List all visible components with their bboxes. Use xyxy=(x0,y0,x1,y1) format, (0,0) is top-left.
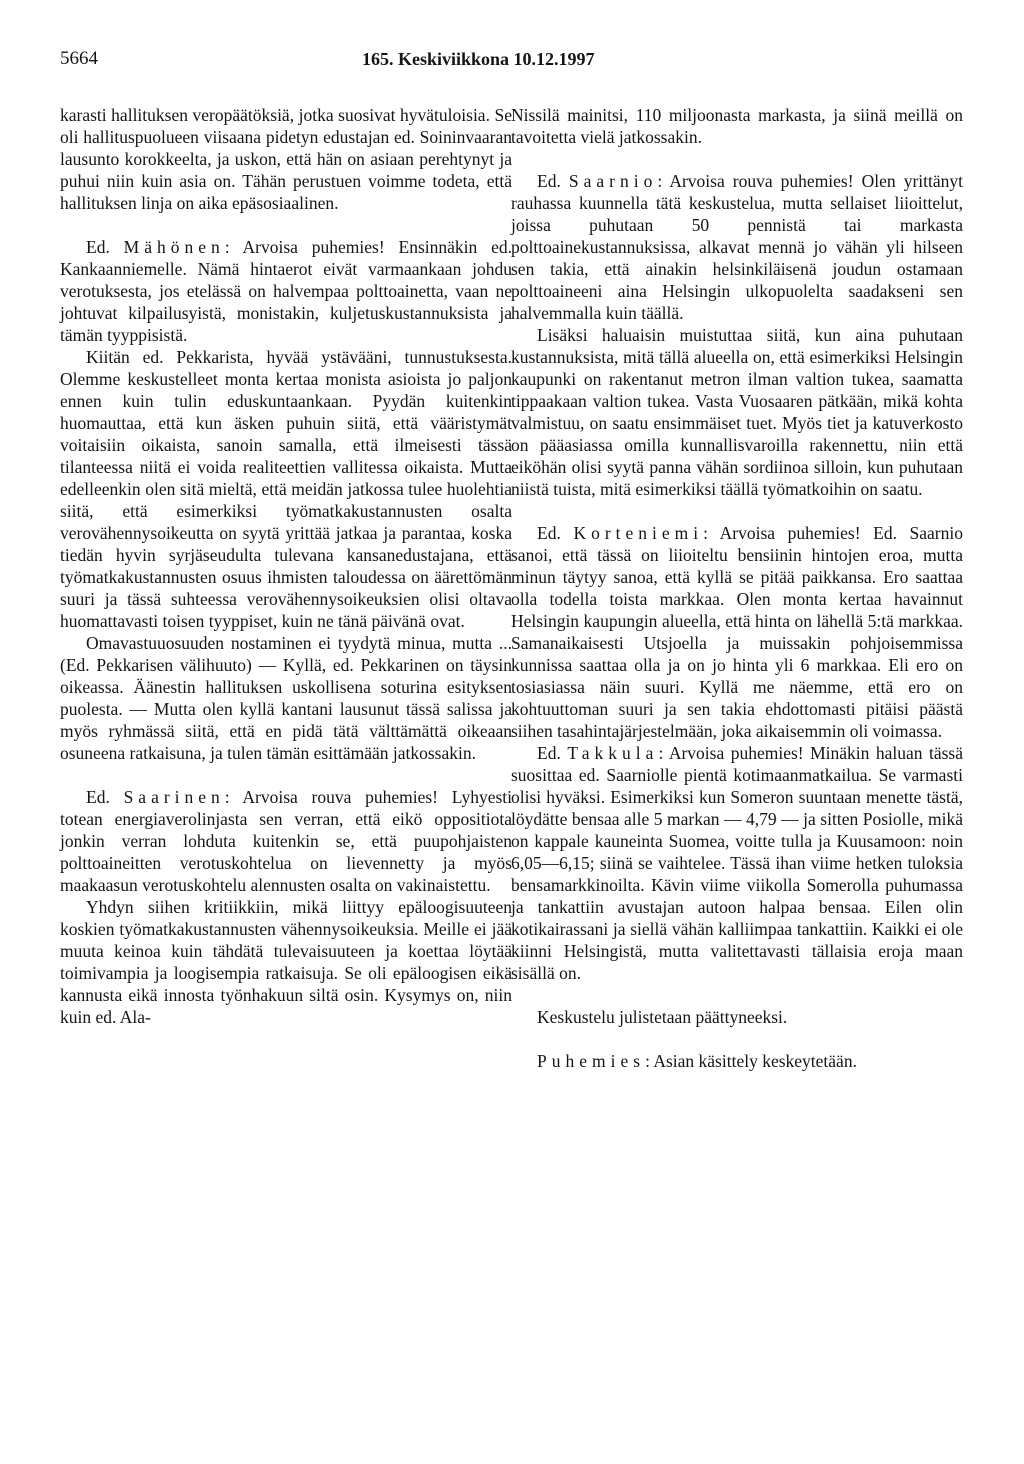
speaker-name: Puhemies xyxy=(537,1051,646,1071)
speaker-name: Saarnio xyxy=(568,171,658,191)
paragraph: Nissilä mainitsi, 110 miljoonasta markasta, ja siinä meillä on tavoitetta vielä jatkossakin. xyxy=(511,105,963,147)
left-column xyxy=(60,104,512,1028)
speech-prefix: Ed. xyxy=(537,743,561,763)
paragraph: Omavastuuosuuden nostaminen ei tyydytä minua, mutta ... (Ed. Pekkarisen välihuuto) — Kyllä, ed. Pekkarinen on täysin oikeassa. Äänestin hallituksen uskollisena soturina esityksen puolesta. — Mutta olen kyllä kantani lausunut tässä salissa ja myös ryhmässä siitä, että en pidä tätä välttämättä oikeaan osuneena ratkaisuna, ja tulen tämän esittämään jatkossakin. xyxy=(60,633,512,763)
speech-text: : Arvoisa puhemies! Ed. Saarnio sanoi, että tässä on liioiteltu bensiinin hintojen eroa, mutta minun täytyy sanoa, että kyllä se pitää paikkansa. Ero saattaa olla todella toista markkaa. Olen monta kertaa havainnut Helsingin kaupungin alueella, että hinta on lähellä 5:tä markkaa. Samanaikaisesti Utsjoella ja muissakin pohjoisemmissa kunnissa saattaa olla ja on jo hinta yli 6 markkaa. Eli ero on tosiasiassa näin suuri. Kyllä me näemme, että ero on kohtuuttoman suuri ja sen takia ehdottomasti pitäisi päästä siihen tasahintajärjestelmään, joka aikaisemmin oli voimassa. xyxy=(511,523,963,741)
speech-text: : Arvoisa puhemies! Ensinnäkin ed. Kankaanniemelle. Nämä hintaerot eivät varmaankaan johdu verotuksesta, jos etelässä on halvempaa polttoainetta, vaan ne johtuvat kilpailusyistä, monistakin, kuljetuskustannuksista ja tämän tyyppisistä. xyxy=(60,237,512,345)
speech-mahonen xyxy=(60,236,512,346)
speaker-name: Korteniemi xyxy=(573,523,704,543)
closing-statement: Keskustelu julistetaan päättyneeksi. xyxy=(537,1007,788,1027)
speech-prefix: Ed. xyxy=(537,171,561,191)
speech-saarnio xyxy=(511,170,963,324)
speech-text: : Arvoisa rouva puhemies! Lyhyesti totean energiaverolinjasta sen verran, että eikö oppositiota jonkin verran lohduta kuitenkin se, että puupohjaisten polttoaineitten verotuskohtelua on lievennetty ja myös maakaasun verotuskohtelu alennusten osalta on vakinaistettu. xyxy=(60,787,513,895)
paragraph: Kiitän ed. Pekkarista, hyvää ystävääni, tunnustuksesta. Olemme keskustelleet monta kertaa monista asioista jo paljon ennen kuin tulin eduskuntaankaan. Pyydän kuitenkin huomauttaa, että kun äsken puhuin siitä, että vääristymät voitaisiin oikaista, sanoin samalla, että ilmeisesti tässä tilanteessa niitä ei voida realiteettien vallitessa oikaista. Mutta edelleenkin olen sitä mieltä, että meidän jatkossa tulee huolehtia siitä, että esimerkiksi työmatkakustannusten osalta verovähennysoikeutta on syytä yrittää jatkaa ja parantaa, koska tiedän hyvin syrjäseudulta tulevana kansanedustajana, että työmatkakustannusten osuus ihmisten taloudessa on äärettömän suuri ja tässä suhteessa verovähennysoikeuksien olisi oltava huomattavasti toisen tyyppiset, kuin ne tänä päivänä ovat. xyxy=(60,347,512,631)
speech-prefix: Ed. xyxy=(537,523,561,543)
paragraph: karasti hallituksen veropäätöksiä, jotka suosivat hyvätuloisia. Se oli hallituspuolueen viisaana pidetyn edustajan ed. Soininvaaran lausunto korokkeelta, ja uskon, että hän on asiaan perehtynyt ja puhui niin kuin asia on. Tähän perustuen voimme todeta, että hallituksen linja on aika epäsosiaalinen. xyxy=(60,105,512,213)
speech-korteniemi xyxy=(511,522,963,742)
speaker-name: Saarinen xyxy=(123,787,225,807)
speaker-name: Takkula xyxy=(567,743,659,763)
speech-prefix: Ed. xyxy=(86,787,110,807)
right-column xyxy=(511,104,963,1072)
speaker-name: Mähönen xyxy=(123,237,225,257)
speech-takkula xyxy=(511,742,963,984)
page-number: 5664 xyxy=(60,48,98,69)
speaker-statement xyxy=(511,1050,963,1072)
paragraph: Lisäksi haluaisin muistuttaa siitä, kun aina puhutaan kustannuksista, mitä tällä alueella on, että esimerkiksi Helsingin kaupunki on rakentanut metron ilman valtion tukea, saamatta tippaakaan valtion tukea. Vasta Vuosaaren pätkään, mikä kohta valmistuu, on saatu ensimmäiset tuet. Myös tiet ja katuverkosto on pääasiassa omilla kunnallisvaroilla rakennettu, niin että eiköhän olisi syytä panna vähän sordiinoa silloin, kun puhutaan niistä tuista, mitä esimerkiksi täällä työmatkoihin on saatu. xyxy=(511,325,963,499)
paragraph: Yhdyn siihen kritiikkiin, mikä liittyy epäloogisuuteen koskien työmatkakustannusten vähennysoikeuksia. Meille ei jää muuta keinoa kuin tähdätä tulevaisuuteen ja koettaa löytää toimivampia ja loogisempia ratkaisuja. Se oli epäloogisen eikä kannusta eikä innosta työnhakuun siltä osin. Kysymys on, niin kuin ed. Ala- xyxy=(60,897,512,1027)
running-head: 165. Keskiviikkona 10.12.1997 xyxy=(362,49,595,69)
speech-prefix: Ed. xyxy=(86,237,110,257)
speech-text: : Arvoisa rouva puhemies! Olen yrittänyt rauhassa kuunnella tätä keskustelua, mutta sellaiset liioittelut, joissa puhutaan 50 pennistä tai markasta polttoainekustannuksissa, alkavat mennä jo vähän yli hilseen sen takia, että ainakin helsinkiläisenä joudun ostamaan polttoaineeni aina Helsingin ulkopuolelta saadakseni sen halvemmalla kuin täällä. xyxy=(511,171,963,323)
speech-saarinen xyxy=(60,786,512,896)
speech-text: : Arvoisa puhemies! Minäkin haluan tässä suosittaa ed. Saarniolle pientä kotimaanmatkailua. Se varmasti olisi hyväksi. Esimerkiksi kun Someron suuntaan menette tästä, löydätte bensaa alle 5 markan — 4,79 — ja sitten Posiolle, mikä on kappale kauneinta Suomea, voitte tulla ja Kuusamoon: noin 6,05—6,15; siinä se vaihtelee. Tässä ihan viime hetken tuloksia bensamarkkinoilta. Kävin viime viikolla Somerolla puhumassa ja tankattiin avustajan autoon halpaa bensaa. Eilen olin kotikairassani ja siellä vähän kalliimpaa tankattiin. Kaikki ei ole kiinni Helsingistä, mutta valitettavasti tällaisia eroja maan sisällä on. xyxy=(511,743,963,983)
speech-text: : Asian käsittely keskeytetään. xyxy=(645,1051,857,1071)
